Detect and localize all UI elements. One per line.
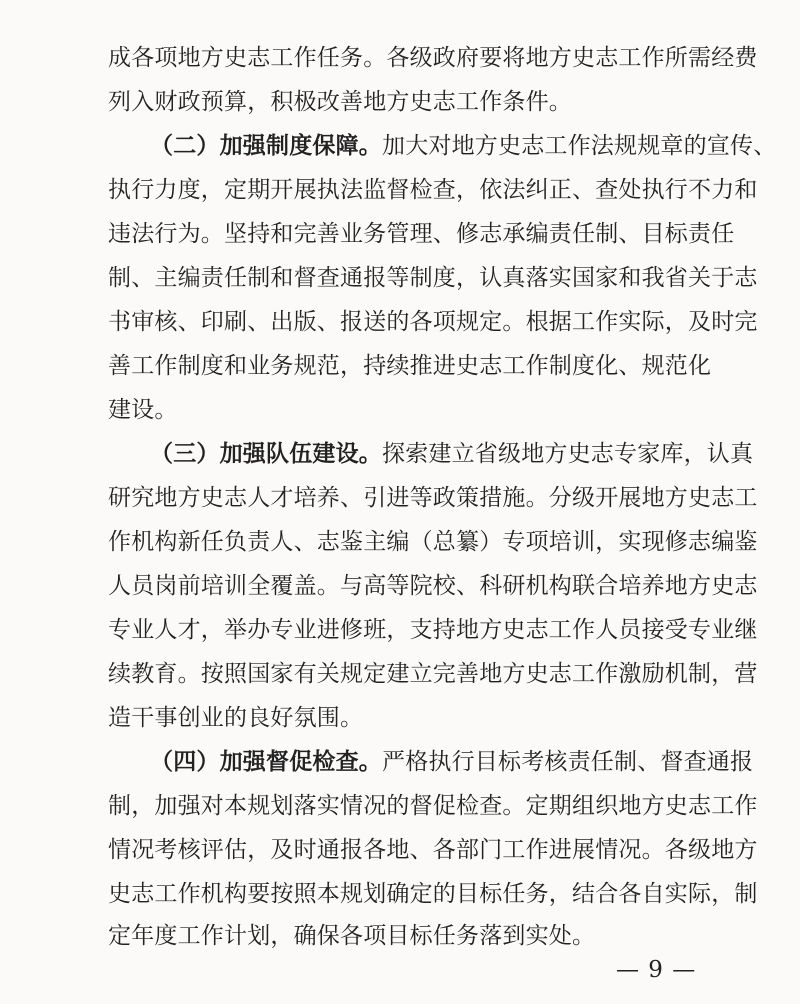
paragraph-4-line-2: 制，加强对本规划落实情况的督促检查。定期组织地方史志工作 [108,793,758,819]
paragraph-2-line-2: 执行力度，定期开展执法监督检查，依法纠正、查处执行不力和 [108,177,758,203]
paragraph-3-line-4: 人员岗前培训全覆盖。与高等院校、科研机构联合培养地方史志 [108,573,758,599]
paragraph-4-line-5: 定年度工作计划，确保各项目标任务落到实处。 [108,923,596,949]
paragraph-1-line-2: 列入财政预算，积极改善地方史志工作条件。 [108,89,572,115]
paragraph-3-line-2: 研究地方史志人才培养、引进等政策措施。分级开展地方史志工 [108,485,758,511]
paragraph-1-line-1: 成各项地方史志工作任务。各级政府要将地方史志工作所需经费 [108,45,758,71]
paragraph-3-line-3: 作机构新任负责人、志鉴主编（总纂）专项培训，实现修志编鉴 [108,529,758,555]
paragraph-3-line-5: 专业人才，举办专业进修班，支持地方史志工作人员接受专业继 [108,617,758,643]
paragraph-2-line-1 [150,128,776,164]
paragraph-4-line-1 [150,744,753,780]
paragraph-4-line-1-text: 严格执行目标考核责任制、督查通报 [382,749,754,775]
paragraph-2-line-1-text: 加大对地方史志工作法规规章的宣传、 [382,133,777,159]
paragraph-4-line-3: 情况考核评估，及时通报各地、各部门工作进展情况。各级地方 [108,837,758,863]
page-number: — 9 — [616,957,697,983]
section-heading-4: （四）加强督促检查。 [150,748,382,775]
paragraph-3-line-6: 续教育。按照国家有关规定建立完善地方史志工作激励机制，营 [108,661,758,687]
paragraph-3-line-7: 造干事创业的良好氛围。 [108,705,364,731]
paragraph-2-line-5: 书审核、印刷、出版、报送的各项规定。根据工作实际，及时完 [108,309,758,335]
paragraph-2-line-6: 善工作制度和业务规范，持续推进史志工作制度化、规范化 [108,353,712,379]
paragraph-2-line-3: 违法行为。坚持和完善业务管理、修志承编责任制、目标责任 [108,221,735,247]
section-heading-2: （二）加强制度保障。 [150,132,382,159]
paragraph-4-line-4: 史志工作机构要按照本规划确定的目标任务，结合各自实际，制 [108,881,758,907]
paragraph-3-line-1 [150,436,753,472]
section-heading-3: （三）加强队伍建设。 [150,440,382,467]
paragraph-2-line-7: 建设。 [108,397,178,423]
paragraph-2-line-4: 制、主编责任制和督查通报等制度，认真落实国家和我省关于志 [108,265,758,291]
paragraph-3-line-1-text: 探索建立省级地方史志专家库，认真 [382,441,754,467]
